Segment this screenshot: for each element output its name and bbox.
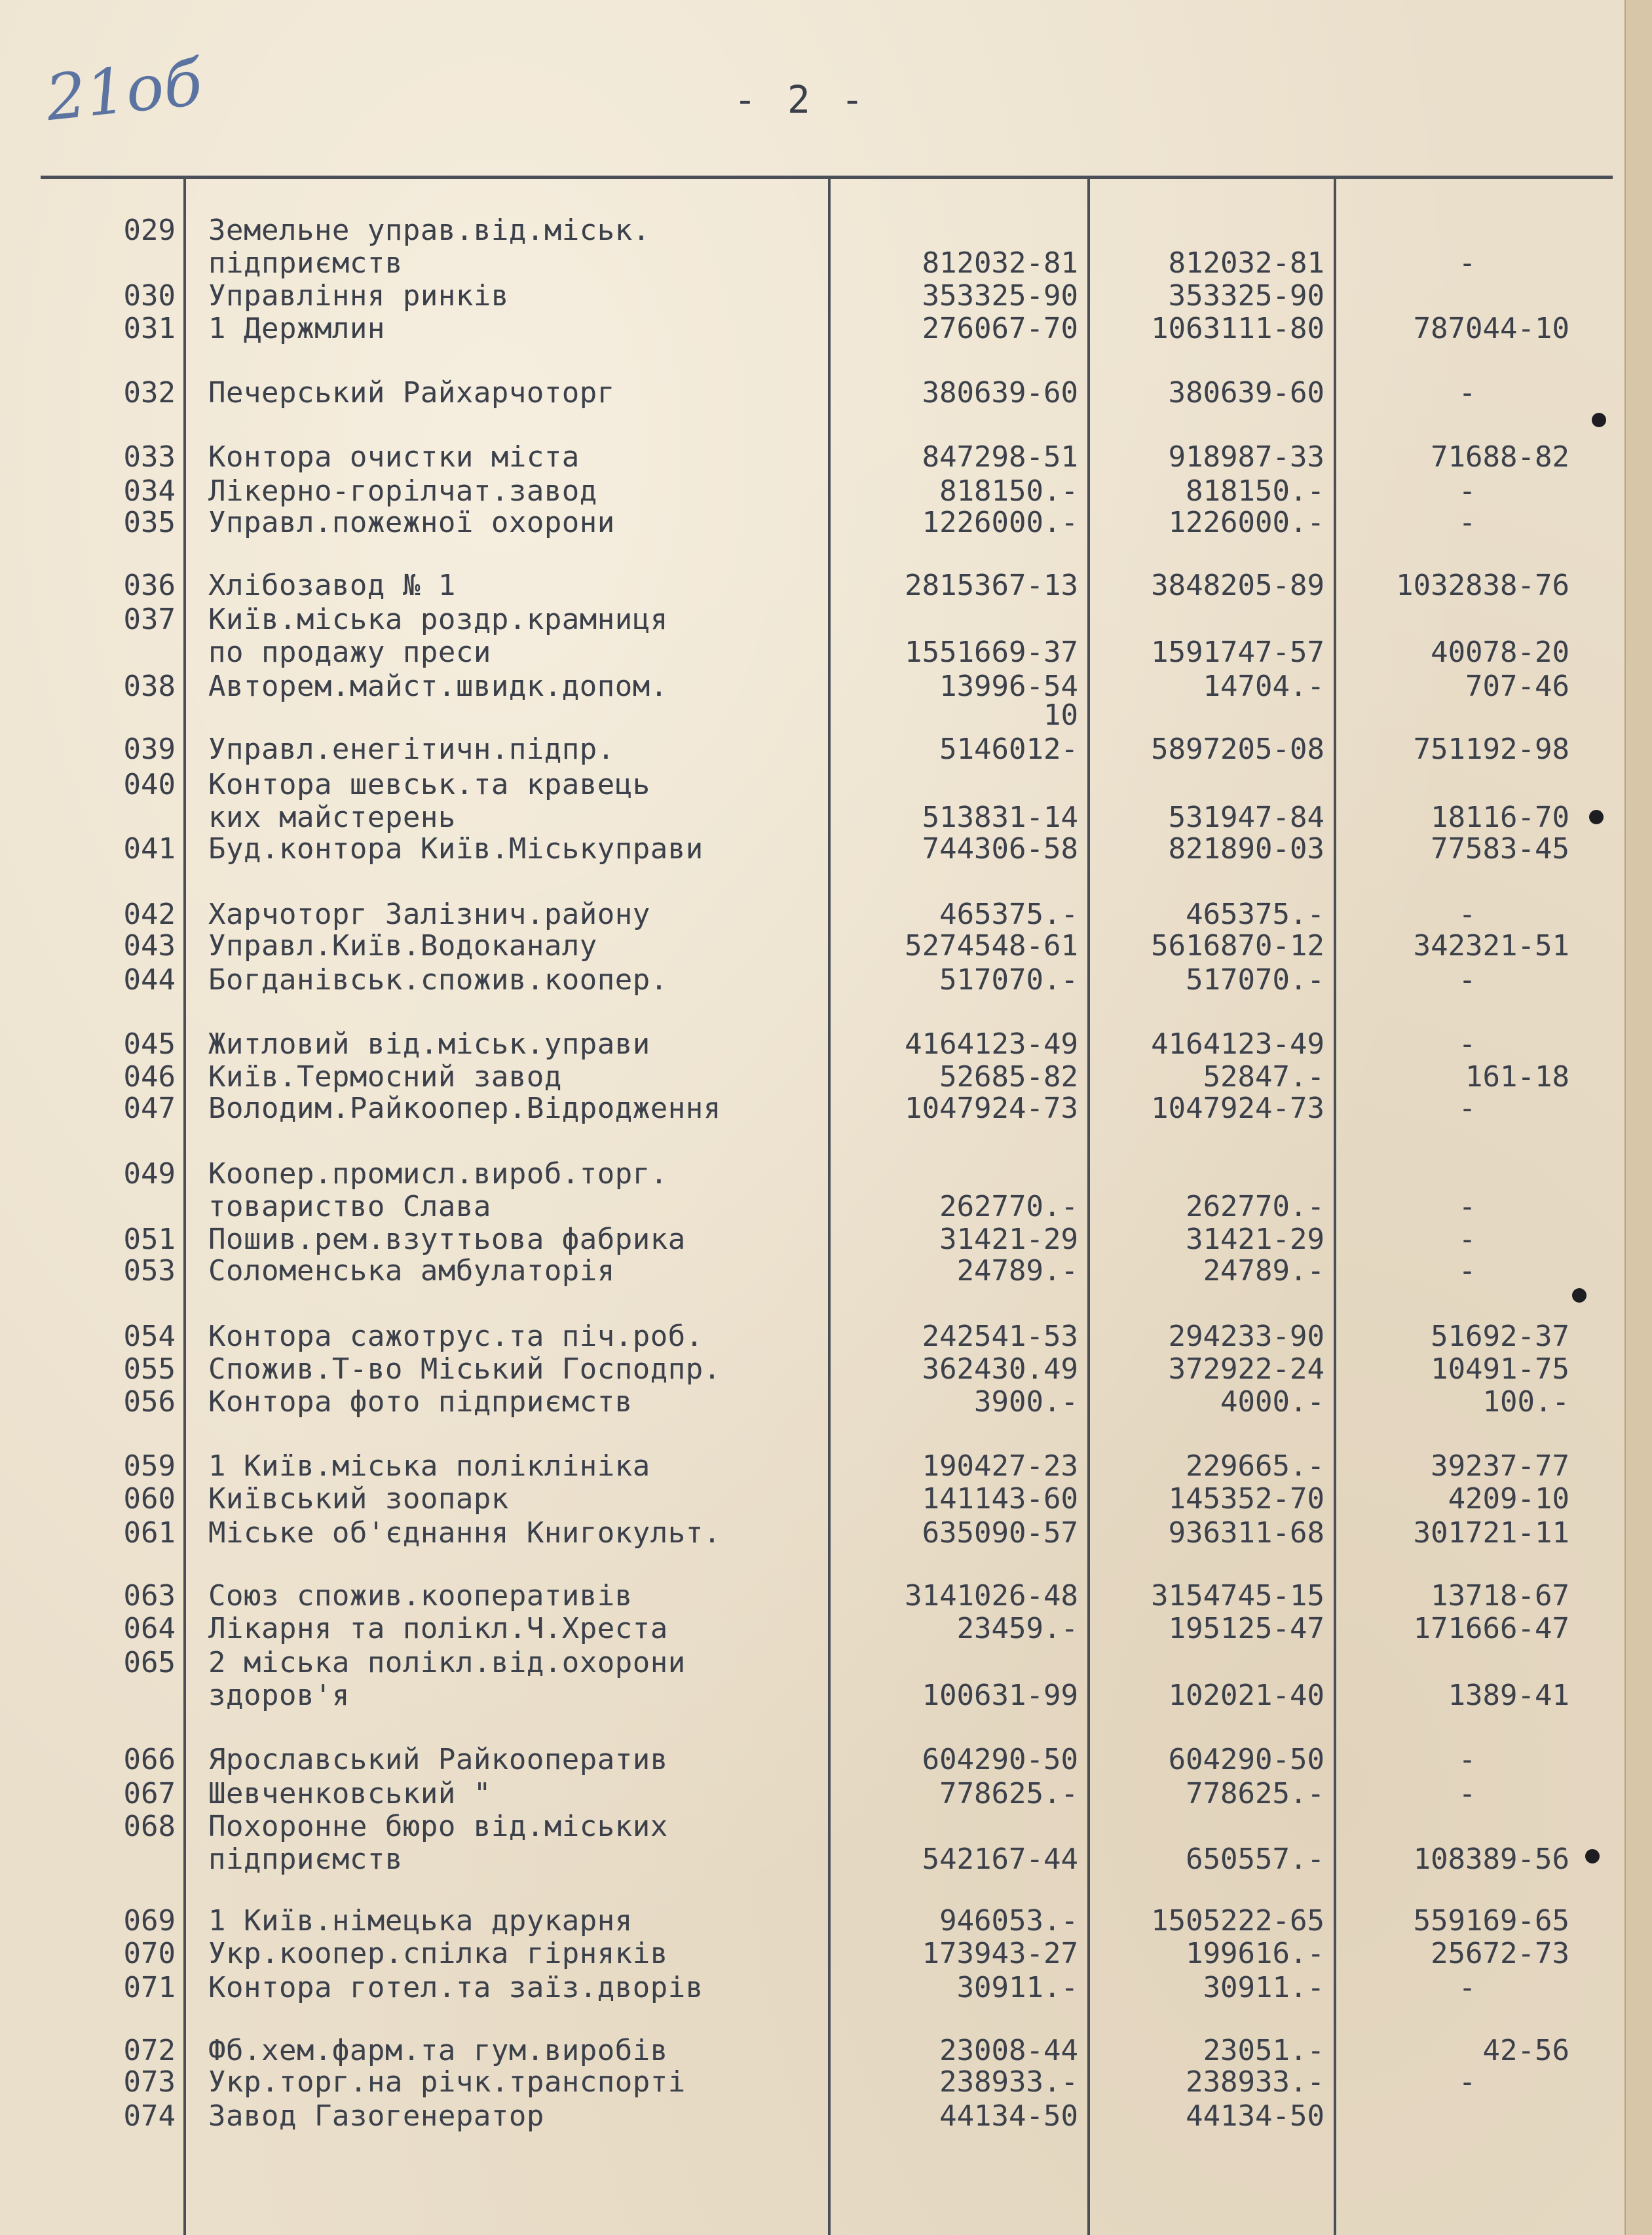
amount-column-3: -: [1458, 1027, 1476, 1061]
punch-hole-mark: [1572, 1288, 1586, 1303]
amount-column-2: 4164123-49: [1151, 1027, 1324, 1061]
organization-name: Спожив.Т-во Міський Господпр.: [208, 1352, 721, 1386]
amount-column-3: 25672-73: [1431, 1937, 1569, 1970]
amount-column-1: 190427-23: [922, 1449, 1078, 1483]
amount-column-1: 353325-90: [922, 279, 1078, 313]
amount-column-2: 650557.-: [1186, 1843, 1324, 1876]
amount-column-1: 238933.-: [939, 2065, 1078, 2099]
organization-name: підприємств: [208, 1843, 403, 1876]
amount-column-3: -: [1458, 376, 1476, 410]
amount-column-1: 242541-53: [922, 1320, 1078, 1353]
amount-column-1: 465375.-: [939, 898, 1078, 931]
amount-column-3: -: [1458, 963, 1476, 997]
amount-column-3: -: [1458, 1743, 1476, 1776]
amount-column-1: 4164123-49: [905, 1027, 1078, 1061]
amount-column-2: 199616.-: [1186, 1937, 1324, 1970]
amount-column-1: 141143-60: [922, 1482, 1078, 1516]
amount-column-3: 161-18: [1465, 1060, 1569, 1094]
organization-name: Управл.Київ.Водоканалу: [208, 929, 597, 963]
amount-column-2: 145352-70: [1168, 1482, 1324, 1516]
row-code: 045: [123, 1027, 176, 1061]
organization-name: Київ.міська роздр.крамниця: [208, 603, 668, 636]
amount-column-2: 778625.-: [1186, 1777, 1324, 1810]
amount-column-3: -: [1458, 1092, 1476, 1125]
amount-column-2: 3848205-89: [1151, 569, 1324, 602]
amount-column-2: 1047924-73: [1151, 1092, 1324, 1125]
amount-column-3: 108389-56: [1413, 1843, 1569, 1876]
punch-hole-mark: [1592, 413, 1606, 427]
row-code: 055: [123, 1352, 176, 1386]
amount-column-2: 818150.-: [1186, 474, 1324, 508]
row-code: 067: [123, 1777, 176, 1810]
organization-name: Контора очистки міста: [208, 440, 580, 474]
amount-column-3: 707-46: [1465, 670, 1569, 703]
row-code: 038: [123, 670, 176, 703]
amount-column-1: 517070.-: [939, 963, 1078, 997]
amount-column-1: 513831-14: [922, 801, 1078, 834]
amount-column-1-note: 10: [1043, 698, 1078, 732]
row-code: 068: [123, 1810, 176, 1843]
organization-name: Укр.торг.на річк.транспорті: [208, 2065, 686, 2099]
amount-column-2: 531947-84: [1168, 801, 1324, 834]
amount-column-1: 812032-81: [922, 246, 1078, 280]
organization-name: Земельне управ.від.міськ.: [208, 214, 650, 247]
row-code: 036: [123, 569, 176, 602]
organization-name: Укр.коопер.спілка гірняків: [208, 1937, 668, 1970]
amount-column-1: 44134-50: [939, 2099, 1078, 2133]
amount-column-2: 4000.-: [1220, 1385, 1324, 1419]
row-code: 033: [123, 440, 176, 474]
row-code: 074: [123, 2099, 176, 2133]
organization-name: Хлібозавод № 1: [208, 569, 456, 602]
row-code: 034: [123, 474, 176, 508]
row-code: 046: [123, 1060, 176, 1094]
amount-column-2: 1505222-65: [1151, 1904, 1324, 1938]
amount-column-1: 3141026-48: [905, 1579, 1078, 1613]
organization-name: Авторем.майст.швидк.допом.: [208, 670, 668, 703]
amount-column-2: 23051.-: [1203, 2034, 1324, 2067]
amount-column-2: 3154745-15: [1151, 1579, 1324, 1613]
row-code: 035: [123, 506, 176, 539]
organization-name: підприємств: [208, 246, 403, 280]
amount-column-2: 44134-50: [1186, 2099, 1324, 2133]
amount-column-3: 13718-67: [1431, 1579, 1569, 1613]
row-code: 042: [123, 898, 176, 931]
row-code: 040: [123, 768, 176, 801]
amount-column-1: 30911.-: [956, 1971, 1078, 2004]
amount-column-2: 5616870-12: [1151, 929, 1324, 963]
amount-column-1: 635090-57: [922, 1516, 1078, 1550]
row-code: 030: [123, 279, 176, 313]
amount-column-2: 517070.-: [1186, 963, 1324, 997]
row-code: 047: [123, 1092, 176, 1125]
amount-column-2: 1226000.-: [1168, 506, 1324, 539]
amount-column-1: 3900.-: [974, 1385, 1078, 1419]
amount-column-1: 5146012-: [939, 733, 1078, 766]
organization-name: Шевченковський ": [208, 1777, 491, 1810]
amount-column-1: 604290-50: [922, 1743, 1078, 1776]
row-code: 060: [123, 1482, 176, 1516]
amount-column-3: -: [1458, 1190, 1476, 1223]
amount-column-3: -: [1458, 474, 1476, 508]
organization-name: 2 міська полікл.від.охорони: [208, 1646, 686, 1679]
row-code: 066: [123, 1743, 176, 1776]
amount-column-1: 5274548-61: [905, 929, 1078, 963]
amount-column-1: 818150.-: [939, 474, 1078, 508]
organization-name: Контора шевськ.та кравець: [208, 768, 650, 801]
amount-column-3: 18116-70: [1431, 801, 1569, 834]
row-code: 054: [123, 1320, 176, 1353]
amount-column-3: 42-56: [1482, 2034, 1569, 2067]
amount-column-1: 380639-60: [922, 376, 1078, 410]
row-code: 069: [123, 1904, 176, 1938]
organization-name: Лікарня та полікл.Ч.Хреста: [208, 1612, 668, 1645]
amount-column-3: 71688-82: [1431, 440, 1569, 474]
amount-column-3: -: [1458, 1223, 1476, 1256]
amount-column-1: 23008-44: [939, 2034, 1078, 2067]
amount-column-3: -: [1458, 1777, 1476, 1810]
amount-column-1: 1226000.-: [922, 506, 1078, 539]
amount-column-3: 1032838-76: [1396, 569, 1569, 602]
amount-column-2: 918987-33: [1168, 440, 1324, 474]
row-code: 043: [123, 929, 176, 963]
amount-column-2: 30911.-: [1203, 1971, 1324, 2004]
amount-column-3: 301721-11: [1413, 1516, 1569, 1550]
organization-name: 1 Київ.німецька друкарня: [208, 1904, 633, 1938]
organization-name: Управл.пожежної охорони: [208, 506, 615, 539]
amount-column-2: 1591747-57: [1151, 636, 1324, 669]
amount-column-2: 31421-29: [1186, 1223, 1324, 1256]
amount-column-2: 102021-40: [1168, 1679, 1324, 1712]
organization-name: 1 Держмлин: [208, 312, 385, 345]
row-code: 073: [123, 2065, 176, 2099]
amount-column-1: 31421-29: [939, 1223, 1078, 1256]
amount-column-1: 1047924-73: [905, 1092, 1078, 1125]
row-code: 072: [123, 2034, 176, 2067]
amount-column-2: 604290-50: [1168, 1743, 1324, 1776]
amount-column-1: 2815367-13: [905, 569, 1078, 602]
amount-column-1: 778625.-: [939, 1777, 1078, 1810]
amount-column-3: 40078-20: [1431, 636, 1569, 669]
amount-column-3: 51692-37: [1431, 1320, 1569, 1353]
organization-name: товариство Слава: [208, 1190, 491, 1223]
row-code: 059: [123, 1449, 176, 1483]
amount-column-3: 559169-65: [1413, 1904, 1569, 1938]
amount-column-1: 847298-51: [922, 440, 1078, 474]
row-code: 039: [123, 733, 176, 766]
row-code: 032: [123, 376, 176, 410]
amount-column-3: 342321-51: [1413, 929, 1569, 963]
amount-column-3: 1389-41: [1448, 1679, 1569, 1712]
amount-column-3: -: [1458, 506, 1476, 539]
amount-column-2: 229665.-: [1186, 1449, 1324, 1483]
amount-column-3: 171666-47: [1413, 1612, 1569, 1645]
amount-column-2: 52847.-: [1203, 1060, 1324, 1094]
amount-column-3: 10491-75: [1431, 1352, 1569, 1386]
organization-name: Володим.Райкоопер.Відродження: [208, 1092, 721, 1125]
amount-column-1: 24789.-: [956, 1254, 1078, 1288]
amount-column-2: 372922-24: [1168, 1352, 1324, 1386]
organization-name: Контора готел.та заїз.дворів: [208, 1971, 704, 2004]
amount-column-3: -: [1458, 2065, 1476, 2099]
row-code: 061: [123, 1516, 176, 1550]
organization-name: Союз спожив.кооперативів: [208, 1579, 633, 1613]
row-code: 031: [123, 312, 176, 345]
amount-column-1: 262770.-: [939, 1190, 1078, 1223]
amount-column-1: 23459.-: [956, 1612, 1078, 1645]
organization-name: Міське об'єднання Книгокульт.: [208, 1516, 721, 1550]
amount-column-3: -: [1458, 246, 1476, 280]
amount-column-2: 812032-81: [1168, 246, 1324, 280]
amount-column-3: 77583-45: [1431, 832, 1569, 866]
amount-column-3: 787044-10: [1413, 312, 1569, 345]
row-code: 029: [123, 214, 176, 247]
organization-name: Коопер.промисл.вироб.торг.: [208, 1157, 668, 1191]
organization-name: по продажу преси: [208, 636, 491, 669]
amount-column-2: 24789.-: [1203, 1254, 1324, 1288]
punch-hole-mark: [1589, 810, 1604, 824]
amount-column-3: 39237-77: [1431, 1449, 1569, 1483]
row-code: 044: [123, 963, 176, 997]
row-code: 071: [123, 1971, 176, 2004]
amount-column-2: 238933.-: [1186, 2065, 1324, 2099]
organization-name: здоров'я: [208, 1679, 350, 1712]
organization-name: Управління ринків: [208, 279, 509, 313]
organization-name: ких майстерень: [208, 801, 456, 834]
amount-column-3: 751192-98: [1413, 733, 1569, 766]
amount-column-1: 173943-27: [922, 1937, 1078, 1970]
row-code: 051: [123, 1223, 176, 1256]
amount-column-1: 1551669-37: [905, 636, 1078, 669]
amount-column-2: 821890-03: [1168, 832, 1324, 866]
amount-column-2: 353325-90: [1168, 279, 1324, 313]
row-code: 056: [123, 1385, 176, 1419]
amount-column-1: 744306-58: [922, 832, 1078, 866]
amount-column-2: 5897205-08: [1151, 733, 1324, 766]
organization-name: Фб.хем.фарм.та гум.виробів: [208, 2034, 668, 2067]
amount-column-1: 362430.49: [922, 1352, 1078, 1386]
organization-name: Управл.енегітичн.підпр.: [208, 733, 615, 766]
amount-column-3: 4209-10: [1448, 1482, 1569, 1516]
organization-name: Богданівськ.спожив.коопер.: [208, 963, 668, 997]
row-code: 049: [123, 1157, 176, 1191]
organization-name: Завод Газогенератор: [208, 2099, 544, 2133]
amount-column-3: -: [1458, 1971, 1476, 2004]
page-edge: [1624, 0, 1652, 2235]
amount-column-1: 13996-54: [939, 670, 1078, 703]
amount-column-2: 465375.-: [1186, 898, 1324, 931]
amount-column-2: 14704.-: [1203, 670, 1324, 703]
row-code: 041: [123, 832, 176, 866]
amount-column-2: 1063111-80: [1151, 312, 1324, 345]
organization-name: Пошив.рем.взуттьова фабрика: [208, 1223, 686, 1256]
organization-name: Ярославський Райкооператив: [208, 1743, 668, 1776]
organization-name: Похоронне бюро від.міських: [208, 1810, 668, 1843]
organization-name: Харчоторг Залізнич.району: [208, 898, 650, 931]
amount-column-3: -: [1458, 1254, 1476, 1288]
amount-column-1: 100631-99: [922, 1679, 1078, 1712]
amount-column-3: 100.-: [1482, 1385, 1569, 1419]
organization-name: Лікерно-горілчат.завод: [208, 474, 597, 508]
handwritten-page-note: 21об: [42, 45, 206, 136]
organization-name: Київ.Термосний завод: [208, 1060, 562, 1094]
row-code: 064: [123, 1612, 176, 1645]
organization-name: Житловий від.міськ.управи: [208, 1027, 650, 1061]
punch-hole-mark: [1585, 1849, 1600, 1863]
amount-column-1: 52685-82: [939, 1060, 1078, 1094]
row-code: 063: [123, 1579, 176, 1613]
row-code: 037: [123, 603, 176, 636]
amount-column-1: 276067-70: [922, 312, 1078, 345]
organization-name: Київський зоопарк: [208, 1482, 509, 1516]
organization-name: 1 Київ.міська поліклініка: [208, 1449, 650, 1483]
organization-name: Печерський Райхарчоторг: [208, 376, 615, 410]
amount-column-2: 380639-60: [1168, 376, 1324, 410]
page-number: - 2 -: [734, 77, 868, 122]
organization-name: Контора фото підприємств: [208, 1385, 633, 1419]
amount-column-2: 294233-90: [1168, 1320, 1324, 1353]
row-code: 053: [123, 1254, 176, 1288]
amount-column-2: 195125-47: [1168, 1612, 1324, 1645]
amount-column-2: 262770.-: [1186, 1190, 1324, 1223]
organization-name: Контора сажотрус.та піч.роб.: [208, 1320, 704, 1353]
amount-column-1: 542167-44: [922, 1843, 1078, 1876]
row-code: 065: [123, 1646, 176, 1679]
row-code: 070: [123, 1937, 176, 1970]
amount-column-1: 946053.-: [939, 1904, 1078, 1938]
organization-name: Буд.контора Київ.Міськуправи: [208, 832, 704, 866]
organization-name: Соломенська амбулаторія: [208, 1254, 615, 1288]
amount-column-3: -: [1458, 898, 1476, 931]
amount-column-2: 936311-68: [1168, 1516, 1324, 1550]
